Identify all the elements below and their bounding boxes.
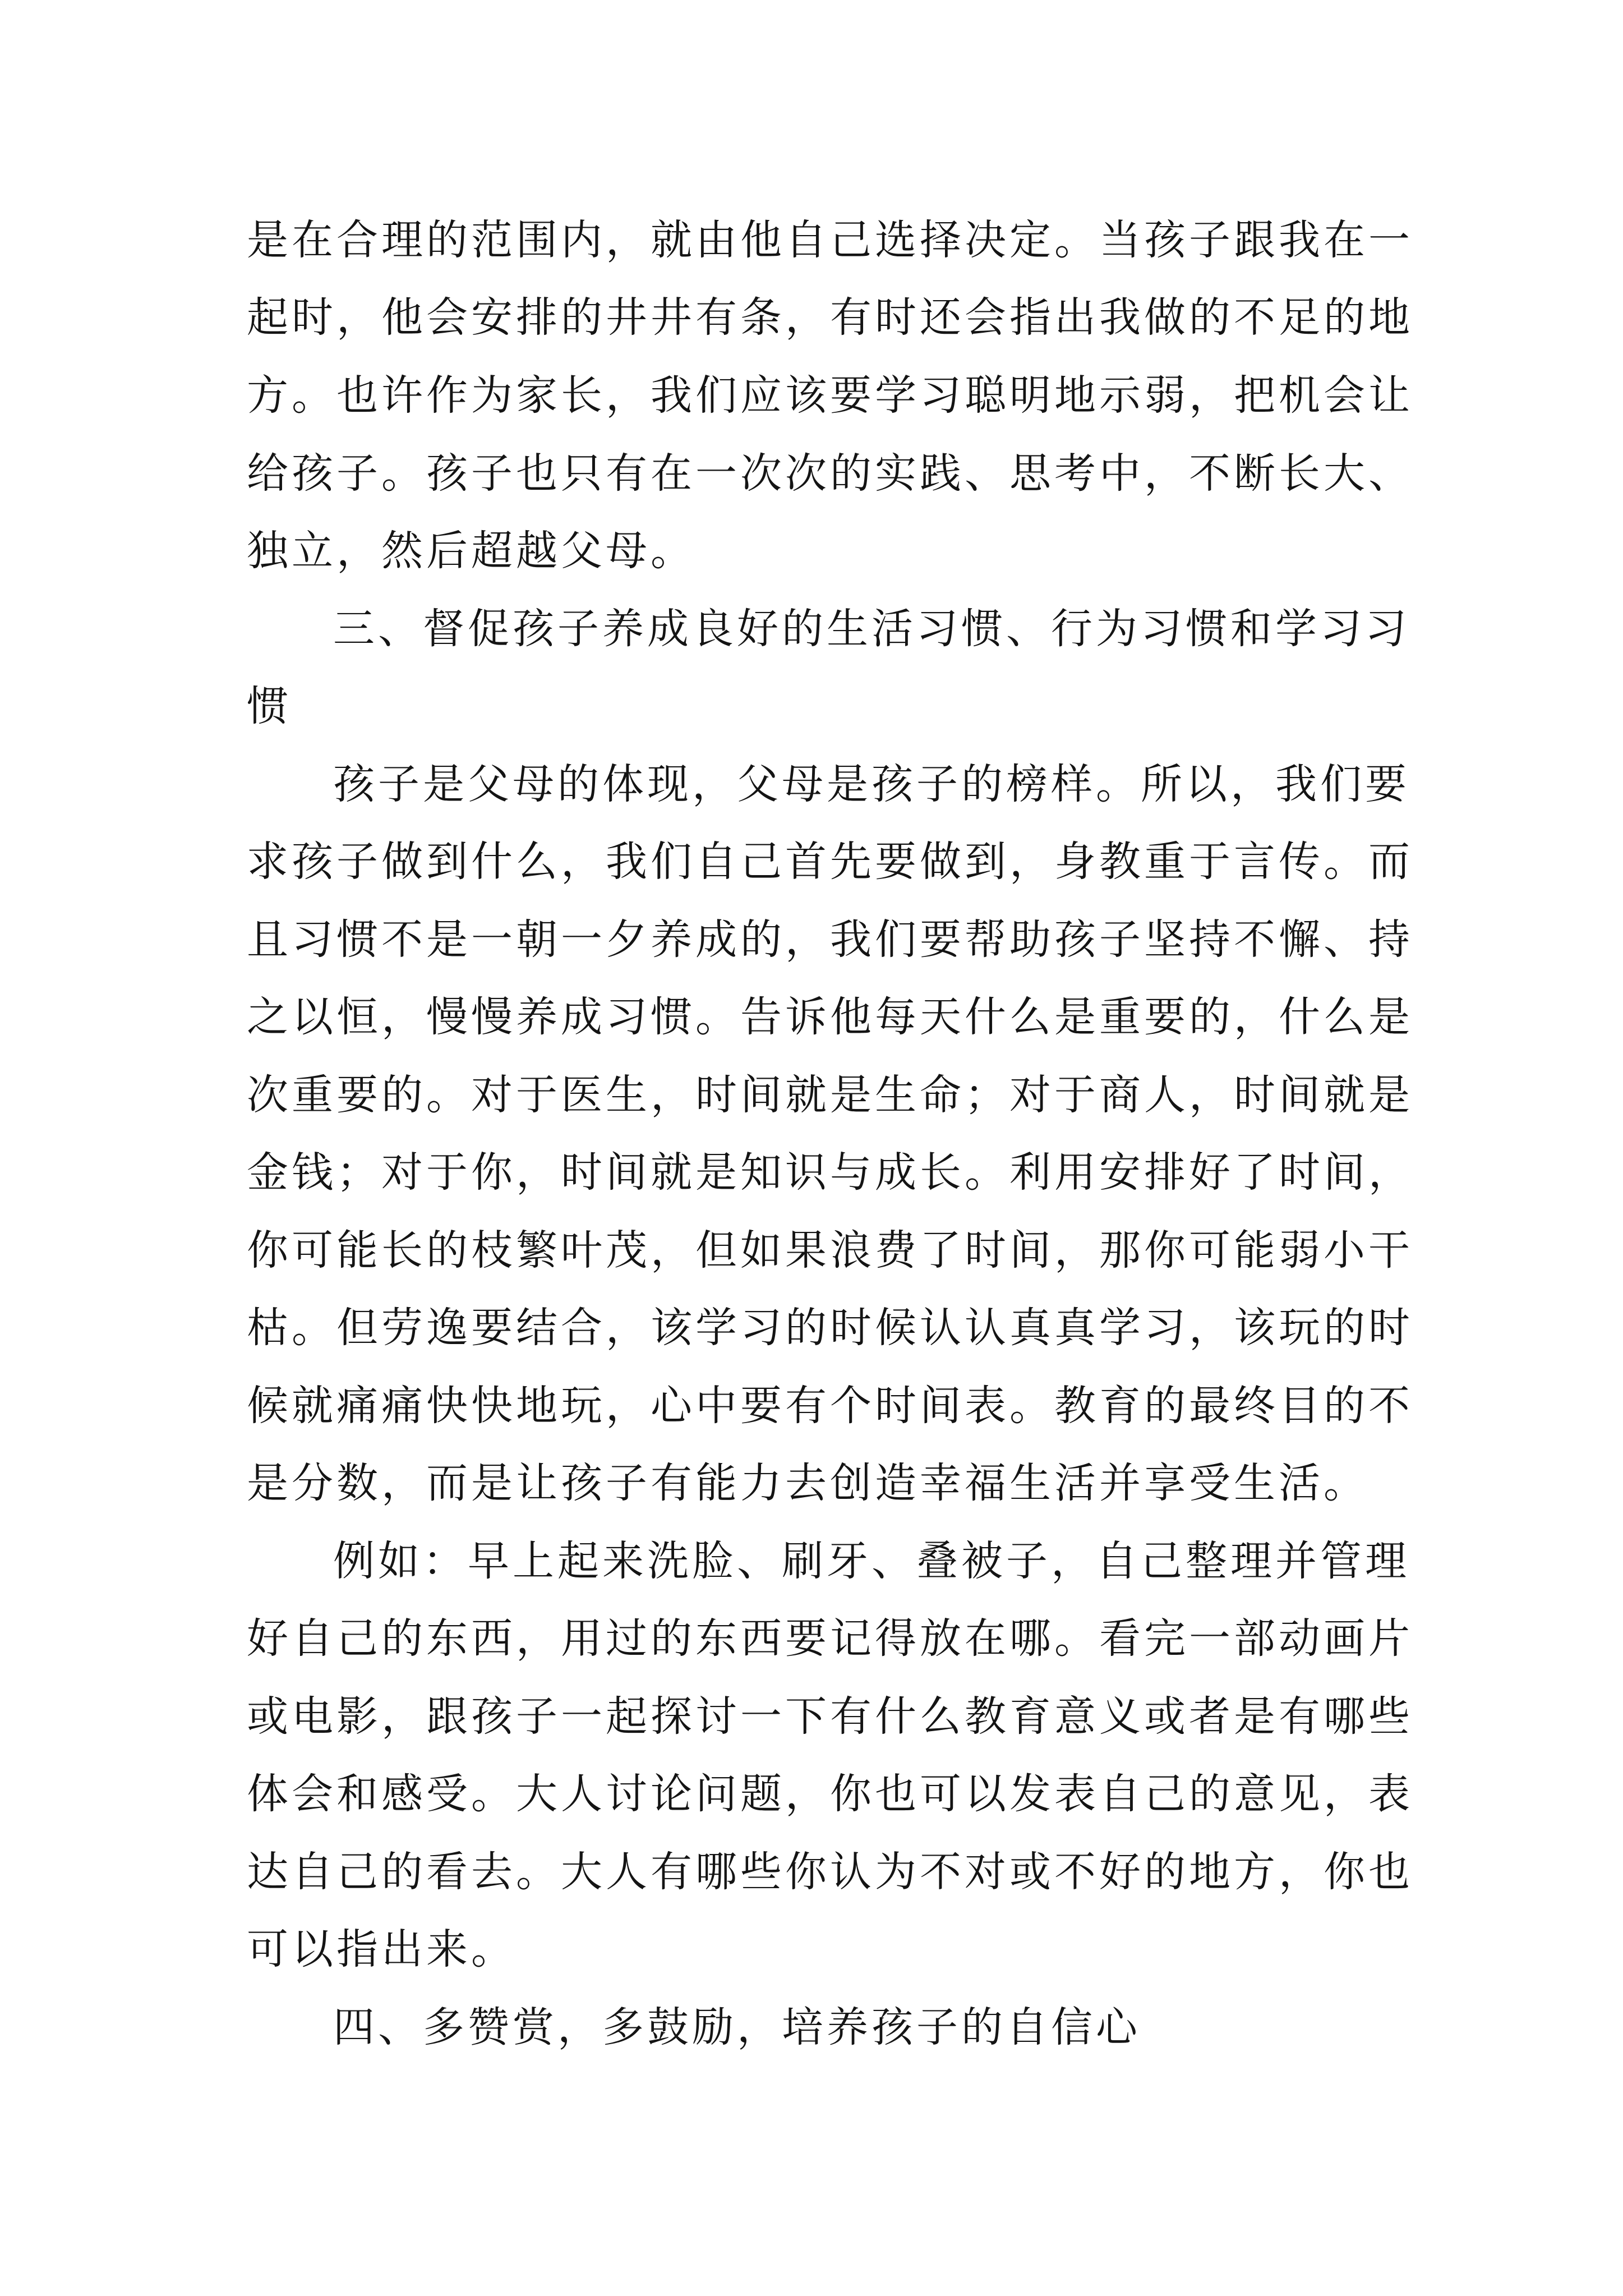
paragraph-line: 起时，他会安排的井井有条，有时还会指出我做的不足的地: [247, 293, 1413, 342]
paragraph-line: 孩子是父母的体现，父母是孩子的榜样。所以，我们要: [333, 760, 1410, 808]
paragraph-line: 金钱；对于你，时间就是知识与成长。利用安排好了时间，: [247, 1148, 1413, 1197]
paragraph-line: 方。也许作为家长，我们应该要学习聪明地示弱，把机会让: [247, 371, 1413, 420]
paragraph-line: 独立，然后超越父母。: [247, 527, 695, 575]
paragraph-line: 是在合理的范围内，就由他自己选择决定。当孩子跟我在一: [247, 216, 1413, 264]
paragraph-line: 好自己的东西，用过的东西要记得放在哪。看完一部动画片: [247, 1614, 1413, 1663]
paragraph-line: 求孩子做到什么，我们自己首先要做到，身教重于言传。而: [247, 838, 1413, 886]
paragraph-line: 是分数，而是让孩子有能力去创造幸福生活并享受生活。: [247, 1459, 1368, 1507]
paragraph-line: 体会和感受。大人讨论问题，你也可以发表自己的意见，表: [247, 1770, 1413, 1818]
paragraph-line: 候就痛痛快快地玩，心中要有个时间表。教育的最终目的不: [247, 1382, 1413, 1430]
paragraph-line: 枯。但劳逸要结合，该学习的时候认认真真学习，该玩的时: [247, 1304, 1413, 1352]
section-heading: 三、督促孩子养成良好的生活习惯、行为习惯和学习习: [333, 605, 1410, 653]
section-heading-continued: 惯: [247, 682, 292, 730]
paragraph-line: 可以指出来。: [247, 1925, 516, 1973]
section-heading: 四、多赞赏，多鼓励，培养孩子的自信心: [333, 2003, 1141, 2051]
paragraph-line: 例如：早上起来洗脸、刷牙、叠被子，自己整理并管理: [333, 1537, 1410, 1585]
paragraph-line: 给孩子。孩子也只有在一次次的实践、思考中，不断长大、: [247, 449, 1413, 498]
paragraph-line: 或电影，跟孩子一起探讨一下有什么教育意义或者是有哪些: [247, 1692, 1413, 1741]
paragraph-line: 之以恒，慢慢养成习惯。告诉他每天什么是重要的，什么是: [247, 993, 1413, 1041]
paragraph-line: 你可能长的枝繁叶茂，但如果浪费了时间，那你可能弱小干: [247, 1226, 1413, 1274]
paragraph-line: 且习惯不是一朝一夕养成的，我们要帮助孩子坚持不懈、持: [247, 915, 1413, 964]
paragraph-line: 达自己的看去。大人有哪些你认为不对或不好的地方，你也: [247, 1848, 1413, 1896]
paragraph-line: 次重要的。对于医生，时间就是生命；对于商人，时间就是: [247, 1071, 1413, 1119]
